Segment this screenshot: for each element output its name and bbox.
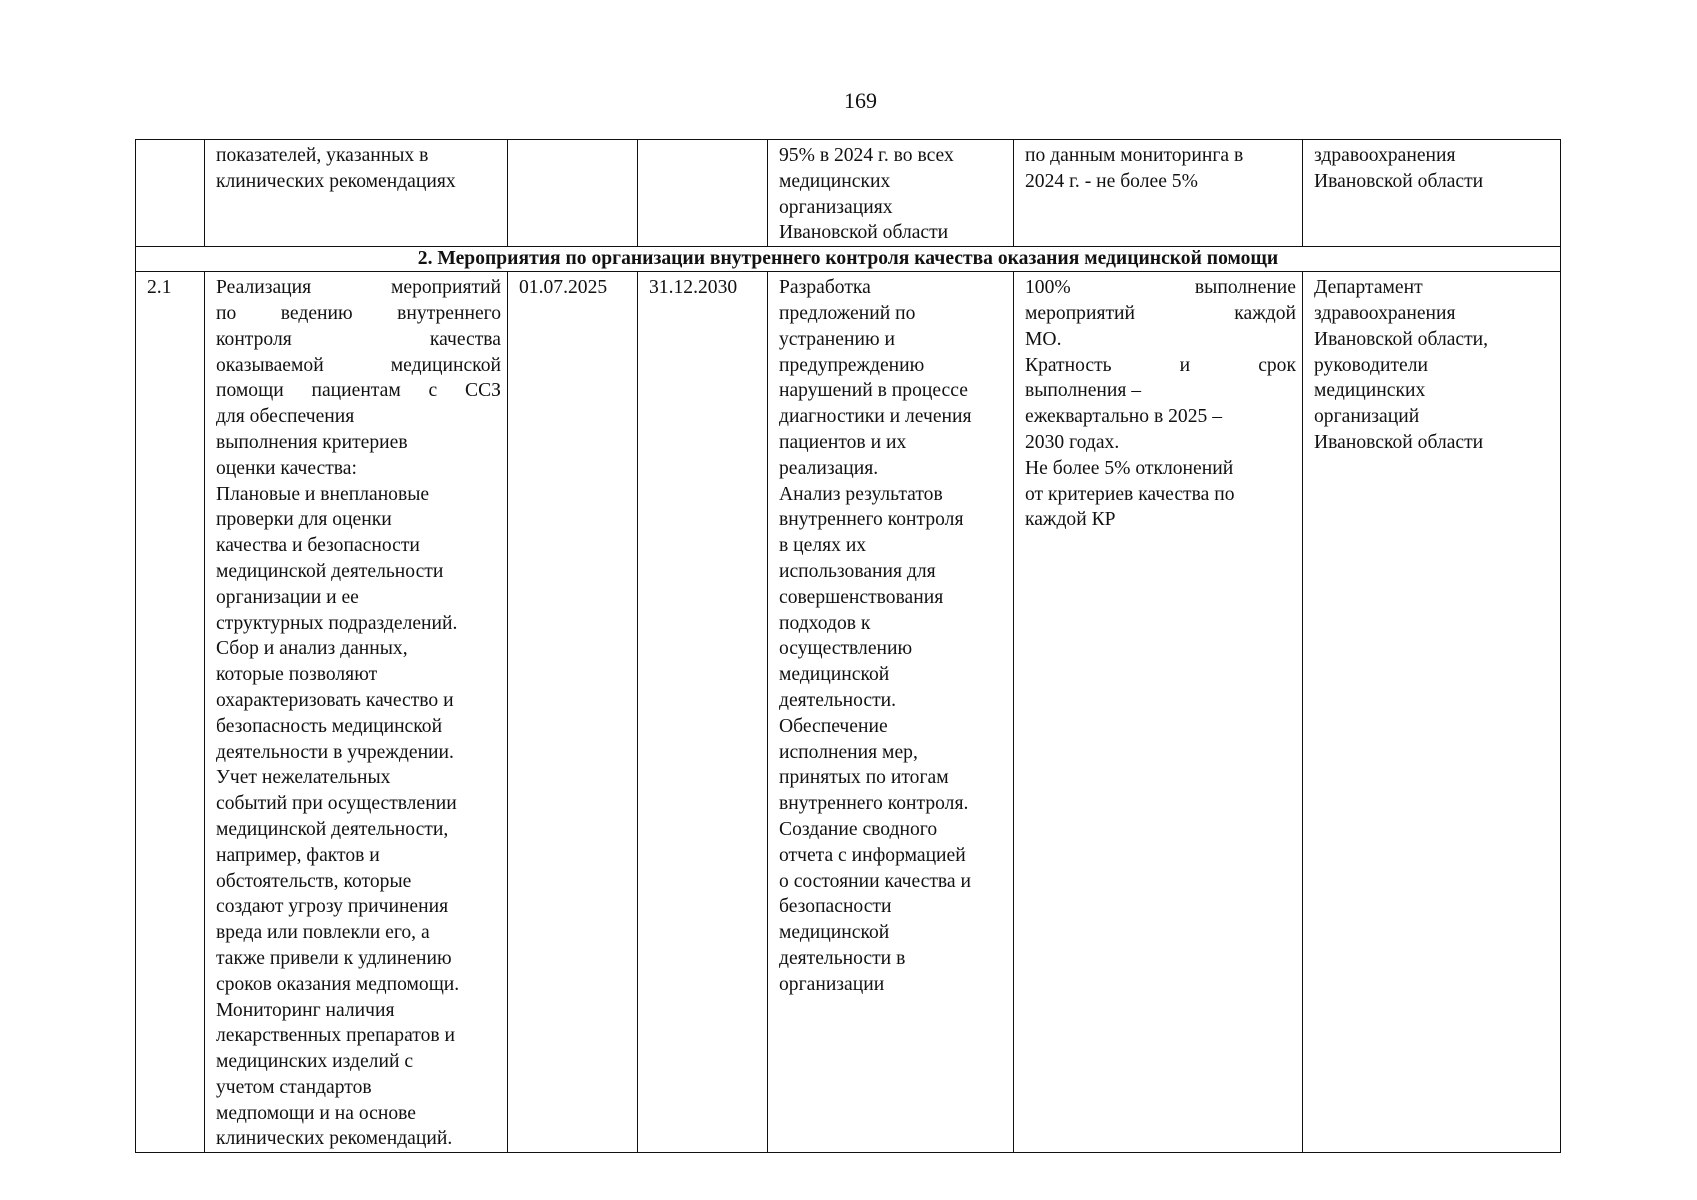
text-line: структурных подразделений. [216,612,458,634]
text-line: вреда или повлекли его, а [216,922,430,944]
text-line: клинических рекомендаций. [216,1128,453,1150]
continuation-number-cell [136,140,205,247]
text-line: 95% в 2024 г. во всех [779,145,954,166]
activity-name-cell [205,272,508,1153]
word: медицинской [390,354,501,376]
text-line: Ивановской области [779,222,949,244]
activities-table [135,139,1561,1153]
text-line: оценки качества: [216,457,357,479]
row-number-cell: 2.1 [136,272,205,1153]
text-line: лекарственных препаратов и [216,1025,455,1047]
text-line: клинических рекомендациях [216,170,456,192]
text-line: ежеквартально в 2025 – [1025,406,1223,428]
continuation-responsible-cell [1303,140,1561,247]
word: ССЗ [465,380,501,402]
text-line: организации и ее [216,586,359,608]
justified-line [216,327,501,353]
justified-line [1025,353,1296,379]
text-line: нарушений в процессе [779,380,968,402]
text-line: медицинской деятельности, [216,818,449,840]
continuation-start-cell [508,140,638,247]
word: оказываемой [216,354,324,376]
text-line: качества и безопасности [216,535,420,557]
text-line: проверки для оценки [216,509,392,531]
text-line: исполнения мер, [779,741,918,763]
text-line: устранению и [779,328,895,350]
text-line: которые позволяют [216,664,378,686]
text-line: безопасности [779,896,892,918]
justified-line [1025,275,1296,301]
text-line: 2024 г. - не более 5% [1025,170,1198,192]
word: и [1179,354,1191,376]
text-line: охарактеризовать качество и [216,689,454,711]
word: ведению [280,302,353,324]
text-line: безопасность медицинской [216,715,443,737]
word: контроля [216,328,292,350]
text-line: Ивановской области [1314,170,1484,192]
text-line: осуществлению [779,638,913,660]
word: внутреннего [397,302,501,324]
continuation-row [136,140,1561,247]
word: пациентам [311,380,401,402]
word: 100% [1025,277,1071,299]
text-line: внутреннего контроля. [779,793,969,815]
text-line: Обеспечение [779,715,888,737]
text-line: Разработка [779,277,871,299]
text-line: реализация. [779,457,879,479]
word: Кратность [1025,354,1112,376]
text-line: выполнения – [1025,380,1142,402]
text-line: каждой КР [1025,509,1116,531]
text-line: деятельности в учреждении. [216,741,454,763]
continuation-name-cell [205,140,508,247]
text-line: по данным мониторинга в [1025,145,1244,166]
text-line: Департамент [1314,277,1423,299]
word: мероприятий [1025,302,1136,324]
section-heading: 2. Мероприятия по организации внутреннего контроля качества оказания медицинской помощи [136,247,1561,272]
text-line: медицинской [779,922,890,944]
start-date-cell: 01.07.2025 [508,272,638,1153]
text-line: организациях [779,196,893,218]
text-line: Ивановской области, [1314,328,1489,350]
justified-line [216,301,501,327]
text-line: внутреннего контроля [779,509,964,531]
text-line: предупреждению [779,354,925,376]
text-line: Учет нежелательных [216,767,391,789]
text-line: медицинской [779,664,890,686]
text-line: Создание сводного [779,818,938,840]
text-line: пациентов и их [779,431,907,453]
text-line: в целях их [779,535,867,557]
table-row-2-1 [136,272,1561,1153]
justified-line [216,353,501,379]
text-line: Не более 5% отклонений [1025,457,1234,479]
text-line: медицинской деятельности [216,560,444,582]
text-line: Плановые и внеплановые [216,483,430,505]
responsible-cell [1303,272,1561,1153]
text-line: обстоятельств, которые [216,870,412,892]
text-line: 2030 годах. [1025,431,1120,453]
section-heading-row [136,247,1561,272]
text-line: совершенствования [779,586,944,608]
text-line: использования для [779,560,936,582]
text-line: от критериев качества по [1025,483,1235,505]
text-line: событий при осуществлении [216,793,457,815]
text-line: Мониторинг наличия [216,999,395,1021]
text-line: Анализ результатов [779,483,943,505]
text-line: выполнения критериев [216,431,408,453]
justified-line [216,378,501,404]
text-line: деятельности. [779,689,897,711]
text-line: принятых по итогам [779,767,949,789]
word: срок [1258,354,1296,376]
word: Реализация [216,277,312,299]
text-line: медицинских [779,170,891,192]
expected-result-cell [768,272,1014,1153]
text-line: Сбор и анализ данных, [216,638,408,660]
text-line: например, фактов и [216,844,380,866]
text-line: организаций [1314,406,1420,428]
text-line: показателей, указанных в [216,145,429,166]
text-line: учетом стандартов [216,1076,372,1098]
text-line: здравоохранения [1314,145,1456,166]
text-line: Ивановской области [1314,431,1484,453]
text-line: отчета с информацией [779,844,966,866]
continuation-result-cell [768,140,1014,247]
word: выполнение [1194,277,1296,299]
text-line: подходов к [779,612,871,634]
text-line: создают угрозу причинения [216,896,449,918]
text-line: медицинских [1314,380,1426,402]
word: по [216,302,237,324]
text-line: также привели к удлинению [216,947,452,969]
text-line: организации [779,973,885,995]
justified-line [1025,301,1296,327]
text-line: руководители [1314,354,1428,376]
text-line: здравоохранения [1314,302,1456,324]
text-line: МО. [1025,328,1062,350]
text-line: сроков оказания медпомощи. [216,973,460,995]
text-line: медпомощи и на основе [216,1102,416,1124]
word: с [428,380,438,402]
text-line: предложений по [779,302,916,324]
word: качества [429,328,501,350]
word: каждой [1234,302,1296,324]
word: мероприятий [390,277,501,299]
text-line: о состоянии качества и [779,870,971,892]
text-line: медицинских изделий с [216,1051,414,1073]
text-line: деятельности в [779,947,906,969]
end-date-cell: 31.12.2030 [638,272,768,1153]
page-number: 169 [844,88,877,113]
text-line: диагностики и лечения [779,406,972,428]
continuation-indicator-cell [1014,140,1303,247]
word: помощи [216,380,284,402]
continuation-end-cell [638,140,768,247]
text-line: для обеспечения [216,406,355,428]
justified-line [216,275,501,301]
indicator-cell [1014,272,1303,1153]
